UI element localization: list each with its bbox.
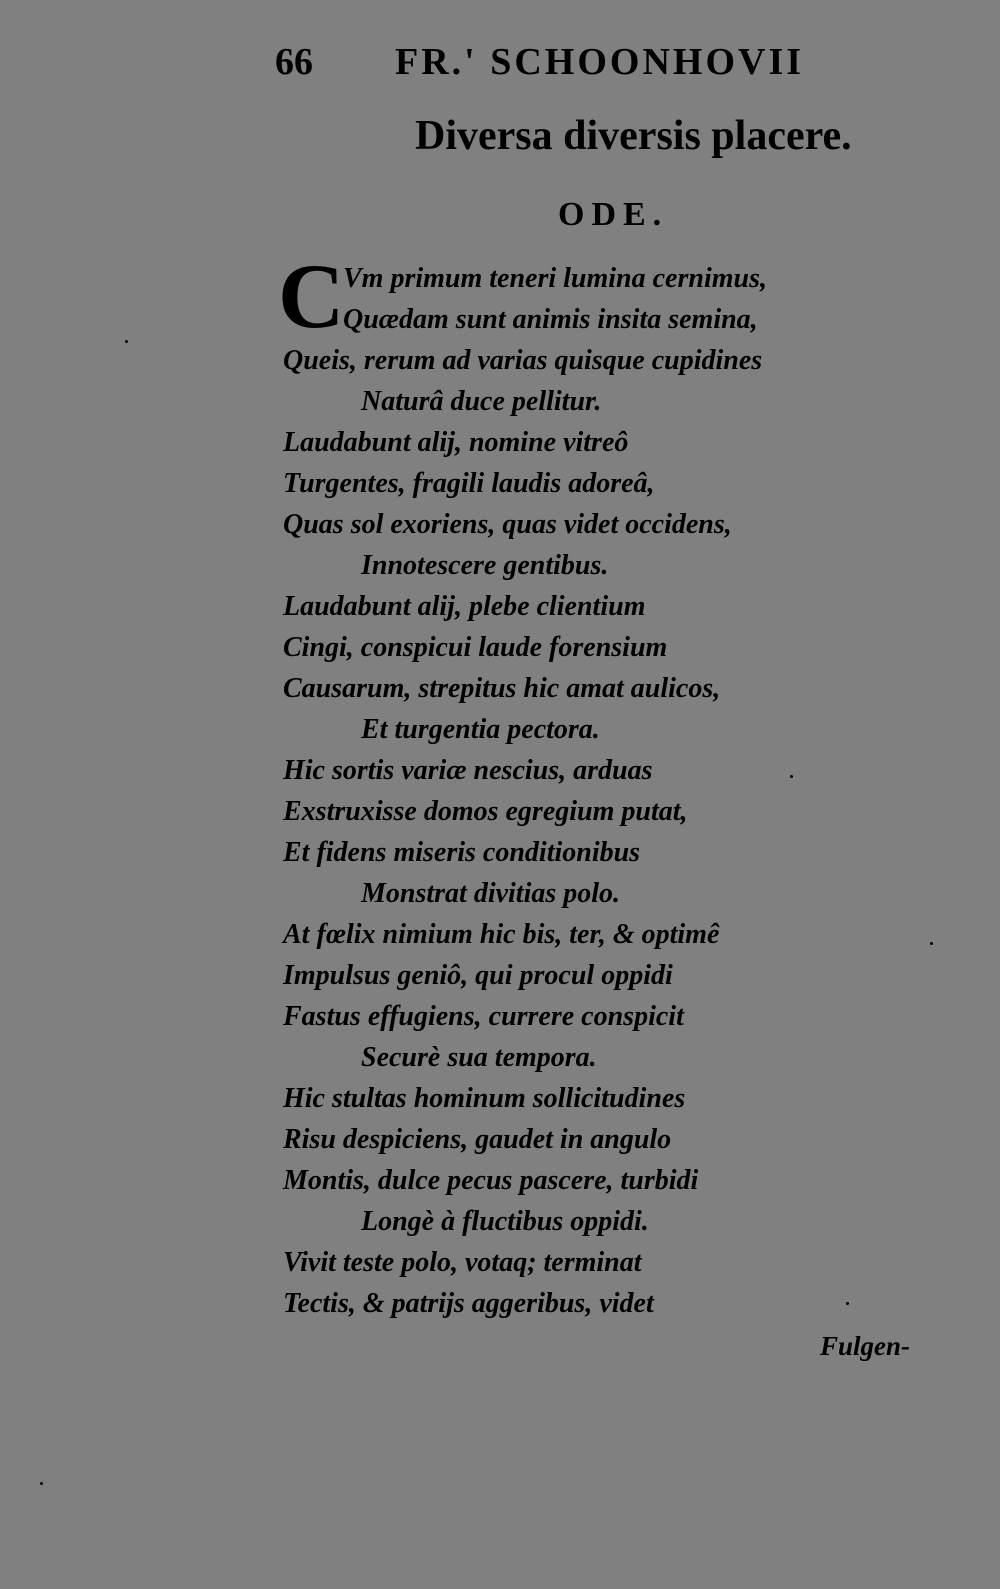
poem-line: Exstruxisse domos egregium putat, xyxy=(283,796,688,827)
poem-line: Cingi, conspicui laude forensium xyxy=(283,632,668,663)
poem-line: Laudabunt alij, nomine vitreô xyxy=(283,427,629,458)
ink-speck xyxy=(930,942,933,945)
poem-line: Et fidens miseris conditionibus xyxy=(283,837,641,868)
poem-line: Longè à fluctibus oppidi. xyxy=(361,1206,649,1237)
poem-line: Naturâ duce pellitur. xyxy=(361,386,602,417)
poem-line: Innotescere gentibus. xyxy=(361,550,609,581)
poem-line: Vm primum teneri lumina cernimus, xyxy=(343,263,767,294)
poem-line: Hic sortis variæ nescius, arduas xyxy=(283,755,653,786)
ink-speck xyxy=(125,340,128,343)
genre-heading: ODE. xyxy=(558,196,669,233)
poem-line: Et turgentia pectora. xyxy=(361,714,600,745)
poem-line: Causarum, strepitus hic amat aulicos, xyxy=(283,673,721,704)
poem-title: Diversa diversis placere. xyxy=(415,113,852,159)
poem-line: Montis, dulce pecus pascere, turbidi xyxy=(283,1165,699,1196)
ink-speck xyxy=(790,775,793,778)
drop-cap: C xyxy=(278,245,345,347)
page-number: 66 xyxy=(275,41,313,83)
poem-line: Hic stultas hominum sollicitudines xyxy=(283,1083,686,1114)
poem-line: At fœlix nimium hic bis, ter, & optimê xyxy=(283,919,720,950)
ink-speck xyxy=(40,1482,43,1485)
poem-line: Risu despiciens, gaudet in angulo xyxy=(283,1124,672,1155)
poem-line: Securè sua tempora. xyxy=(361,1042,597,1073)
page-header xyxy=(270,40,810,90)
poem-body xyxy=(278,245,863,1324)
poem-line: Laudabunt alij, plebe clientium xyxy=(283,591,646,622)
poem-line: Monstrat divitias polo. xyxy=(361,878,621,909)
poem-line: Turgentes, fragili laudis adoreâ, xyxy=(283,468,655,499)
poem-line: Queis, rerum ad varias quisque cupidines xyxy=(283,345,763,376)
poem-line: Fastus effugiens, currere conspicit xyxy=(283,1001,684,1032)
poem-line: Tectis, & patrijs aggeribus, videt xyxy=(283,1288,654,1319)
ink-speck xyxy=(846,1302,849,1305)
poem-line: Quædam sunt animis insita semina, xyxy=(343,304,758,335)
poem-line: Vivit teste polo, votaq; terminat xyxy=(283,1247,642,1278)
running-head: FR.' SCHOONHOVII xyxy=(395,41,805,83)
poem-line: Impulsus geniô, qui procul oppidi xyxy=(283,960,673,991)
catchword: Fulgen- xyxy=(820,1331,911,1361)
poem-line: Quas sol exoriens, quas videt occidens, xyxy=(283,509,732,540)
